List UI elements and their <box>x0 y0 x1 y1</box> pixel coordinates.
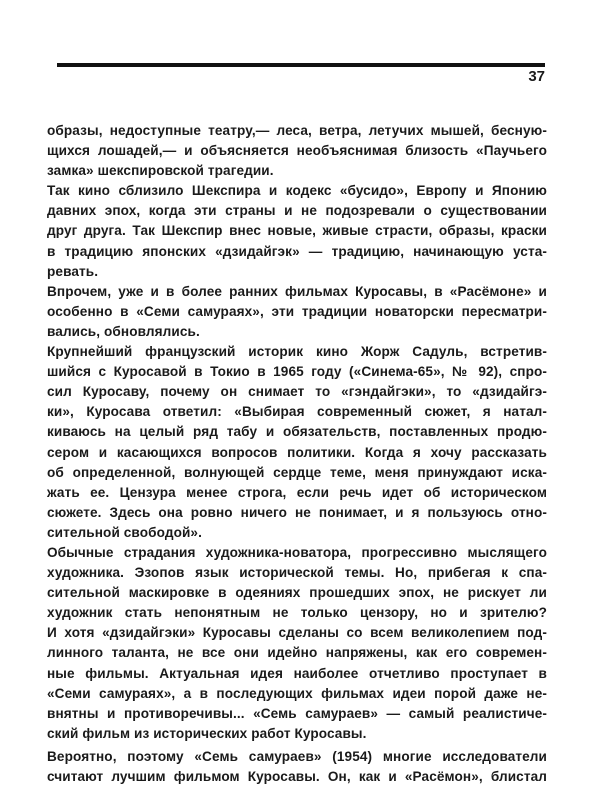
text-line: сил Куросаву, почему он снимает то «гэндайгэки», то «дзидайгэ- <box>47 384 547 400</box>
text-line: сюжете. Здесь она ровно ничего не понимает, и я пользуюсь отно- <box>47 504 547 520</box>
text-line: щихся лошадей,— и объясняется необъяснимая близость «Паучьего <box>47 143 547 159</box>
text-line: И хотя «дзидайгэки» Куросавы сделаны со всем великолепием под- <box>47 625 547 641</box>
paragraph <box>47 543 547 744</box>
text-line: линного таланта, не все они идейно напряжены, как его современ- <box>47 645 547 661</box>
text-line: жать ее. Цензура менее строга, если речь идет об историческом <box>47 484 547 500</box>
text-line: давних эпох, когда эти страны и не подозревали о существовании <box>47 203 547 219</box>
text-line: об определенной, волнующей сердце теме, меня принуждают иска- <box>47 464 547 480</box>
paragraph <box>47 121 547 181</box>
paragraph <box>47 342 547 543</box>
text-line: Обычные страдания художника-новатора, прогрессивно мыслящего <box>47 544 547 560</box>
paragraph <box>47 282 547 342</box>
text-line: считают лучшим фильмом Куросавы. Он, как и «Расёмон», блистал <box>47 769 547 784</box>
text-line: вались, обновлялись. <box>47 323 200 339</box>
text-line: ные фильмы. Актуальная идея наиболее отчетливо проступает в <box>47 665 547 681</box>
text-line: сительной свободой». <box>47 524 202 540</box>
text-line: Вероятно, поэтому «Семь самураев» (1954) многие исследователи <box>47 748 547 764</box>
text-line: киваюсь на целый ряд табу и обязательств, поставленных продю- <box>47 424 547 440</box>
text-line: Впрочем, уже и в более ранних фильмах Куросавы, в «Расёмоне» и <box>47 283 547 299</box>
text-line: шийся с Куросавой в Токио в 1965 году («Синема-65», № 92), спро- <box>47 364 547 380</box>
text-line: особенно в «Семи самураях», эти традиции новаторски пересматри- <box>47 303 547 319</box>
text-line: сером и касающихся вопросов политики. Когда я хочу рассказать <box>47 444 547 460</box>
header-rule <box>57 63 545 67</box>
page-number: 37 <box>528 68 545 85</box>
body-text <box>47 121 547 787</box>
text-line: образы, недоступные театру,— леса, ветра, летучих мышей, бесную- <box>47 123 547 138</box>
text-line: художника. Эзопов язык исторической темы. Но, прибегая к спа- <box>47 565 547 581</box>
text-line: художник стать непонятным не только цензору, но и зрителю? <box>47 605 547 621</box>
text-line: сительной маскировке в одеяниях прошедших эпох, не рискует ли <box>47 585 547 601</box>
text-line: замка» шекспировской трагедии. <box>47 163 274 179</box>
text-line: внятны и противоречивы... «Семь самураев» — самый реалистиче- <box>47 705 547 721</box>
text-line: в традицию японских «дзидайгэк» — традицию, начинающую уста- <box>47 243 547 259</box>
text-line: «Семи самураях», а в последующих фильмах идеи порой даже не- <box>47 685 547 701</box>
paragraph <box>47 747 547 787</box>
text-line: ревать. <box>47 263 99 279</box>
text-line: ский фильм из исторических работ Куросавы. <box>47 725 367 741</box>
text-line: ки», Куросава ответил: «Выбирая современный сюжет, я натал- <box>47 404 547 420</box>
paragraph <box>47 181 547 281</box>
text-line: друг друга. Так Шекспир внес новые, живые страсти, образы, краски <box>47 223 547 239</box>
text-line: Крупнейший французский историк кино Жорж Садуль, встретив- <box>47 344 547 360</box>
text-line: Так кино сблизило Шекспира и кодекс «бусидо», Европу и Японию <box>47 183 547 199</box>
